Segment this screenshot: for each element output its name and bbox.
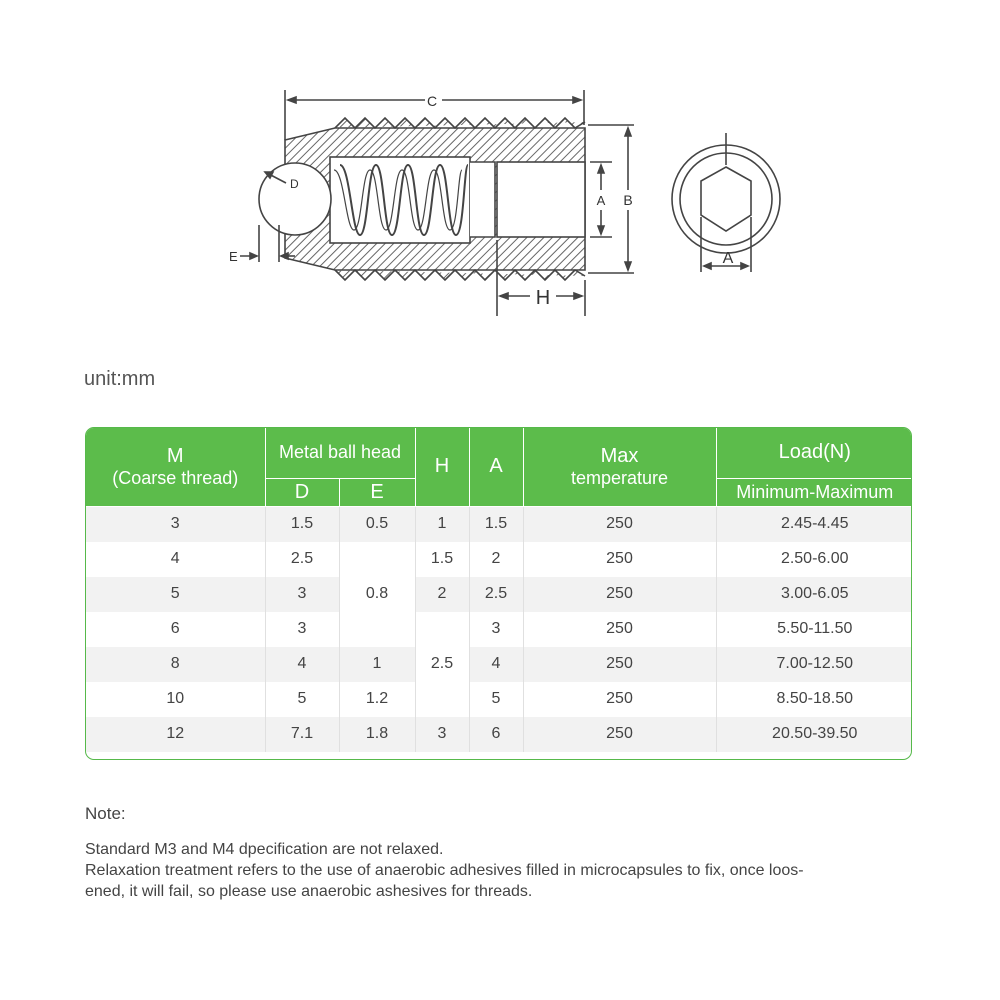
dimension-h-label: H	[535, 287, 551, 309]
cell-a: 1.5	[469, 506, 523, 542]
cell-h: 1.5	[415, 542, 469, 577]
cell-m: 8	[86, 647, 265, 682]
note-line-1: Standard M3 and M4 dpecification are not relaxed.	[85, 841, 444, 858]
table-row	[86, 717, 912, 752]
cell-a: 4	[469, 647, 523, 682]
header-ball-head: Metal ball head	[265, 428, 415, 478]
cell-load: 8.50-18.50	[776, 690, 853, 707]
cell-e: 1.8	[339, 717, 415, 752]
cell-load: 7.00-12.50	[716, 647, 912, 682]
cell-a: 3	[469, 612, 523, 647]
cell-m: 12	[86, 717, 265, 752]
cell-m: 6	[86, 612, 265, 647]
cell-a: 2.5	[469, 577, 523, 612]
cell-a: 6	[469, 717, 523, 752]
cell-load: 2.45-4.45	[716, 506, 912, 542]
header-e: E	[339, 478, 415, 506]
header-h: H	[415, 428, 469, 506]
cell-temp: 250	[523, 577, 716, 612]
cell-temp: 250	[523, 647, 716, 682]
cell-temp: 250	[523, 612, 716, 647]
cell-temp: 250	[523, 542, 716, 577]
cell-d: 3	[265, 612, 339, 647]
dimension-d-label: D	[290, 177, 299, 191]
cell-h: 2.5	[415, 612, 469, 717]
cell-h: 1	[415, 506, 469, 542]
cell-h: 2	[415, 577, 469, 612]
cell-m: 4	[86, 542, 265, 577]
cell-m: 3	[86, 506, 265, 542]
header-load: Load(N)	[716, 428, 912, 478]
dimension-e-label: E	[229, 249, 238, 264]
spec-table	[85, 427, 912, 760]
cell-load: 20.50-39.50	[716, 717, 912, 752]
cell-temp: 250	[523, 682, 716, 717]
table-row	[86, 647, 912, 682]
header-m: M (Coarse thread)	[86, 428, 265, 506]
unit-label: unit:mm	[84, 368, 156, 390]
dimension-b-label: B	[623, 192, 633, 208]
cell-d: 3	[265, 577, 339, 612]
table-row	[86, 506, 912, 542]
header-a: A	[469, 428, 523, 506]
cell-a: 2	[469, 542, 523, 577]
cell-e: 0.5	[339, 506, 415, 542]
cell-m: 5	[86, 577, 265, 612]
cell-load: 2.50-6.00	[780, 550, 849, 567]
cell-d: 7.1	[265, 717, 339, 752]
cell-e: 1	[339, 647, 415, 682]
note-line-3: ened, it will fail, so please use anaerobic ashesives for threads.	[85, 883, 533, 900]
cell-d: 2.5	[265, 542, 339, 577]
cell-h: 3	[415, 717, 469, 752]
header-load-range: Minimum-Maximum	[716, 478, 912, 506]
cell-temp: 250	[523, 506, 716, 542]
cell-load: 5.50-11.50	[777, 620, 853, 637]
cell-temp: 250	[523, 717, 716, 752]
table-row	[86, 542, 912, 577]
cell-e: 0.8	[339, 542, 415, 647]
cell-d: 4	[265, 647, 339, 682]
header-d: D	[265, 478, 339, 506]
cell-m: 10	[86, 682, 265, 717]
header-max-temperature: Max temperature	[523, 428, 716, 506]
cell-load: 3.00-6.05	[716, 577, 912, 612]
cell-e: 1.2	[339, 682, 415, 717]
note-title: Note:	[85, 804, 126, 823]
table-row	[86, 612, 912, 647]
dimension-a-end-label: A	[722, 250, 734, 267]
cell-d: 1.5	[265, 506, 339, 542]
table-row	[86, 682, 912, 717]
cell-a: 5	[469, 682, 523, 717]
note-line-2: Relaxation treatment refers to the use of anaerobic adhesives filled in microcapsules to fix, once loos-	[85, 862, 804, 879]
ball-plunger-diagram	[0, 0, 1000, 330]
dimension-a-side-label: A	[596, 193, 606, 208]
dimension-c-label: C	[426, 93, 438, 109]
table-row	[86, 577, 912, 612]
cell-d: 5	[265, 682, 339, 717]
